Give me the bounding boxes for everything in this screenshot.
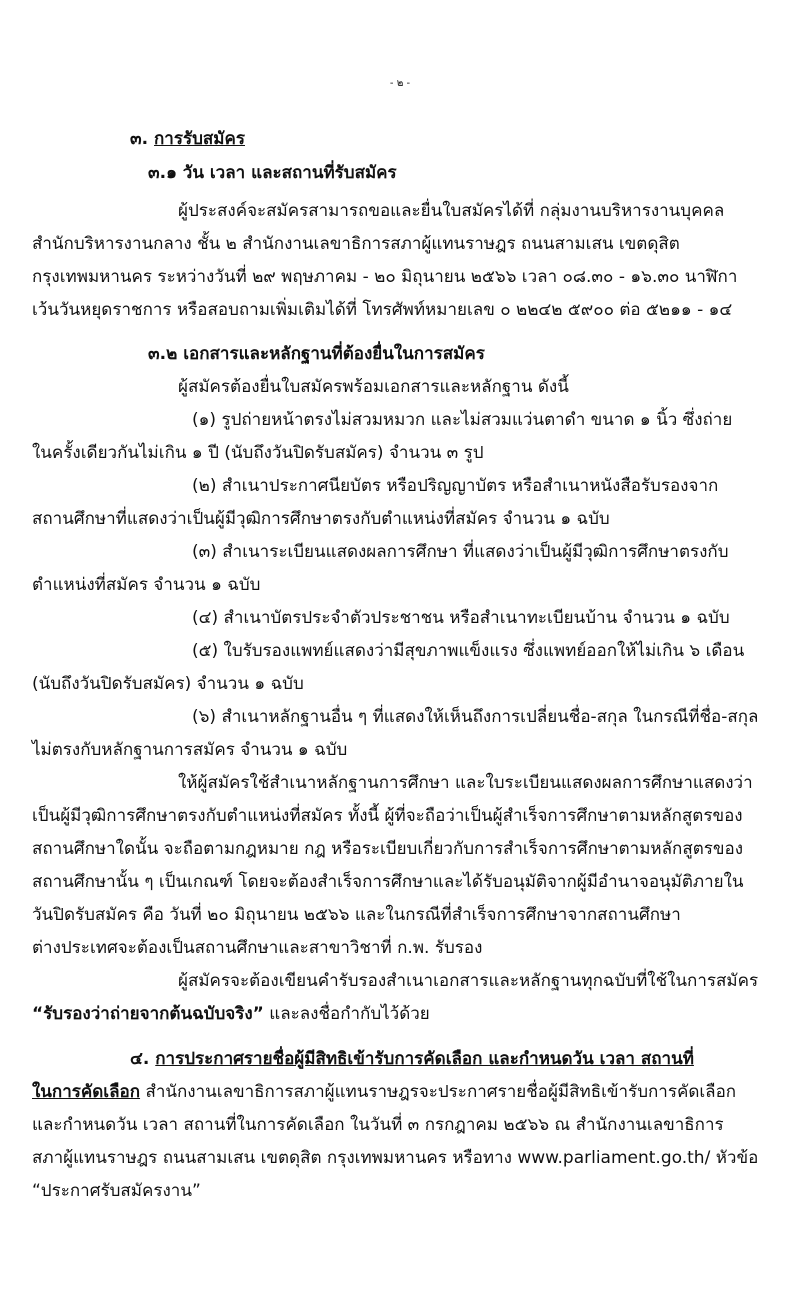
body-line: สถานศึกษานั้น ๆ เป็นเกณฑ์ โดยจะต้องสำเร็จการศึกษาและได้รับอนุมัติจากผู้มีอำนาจอนุมัติภายใน <box>32 872 744 892</box>
section-4-number: ๔. <box>130 1049 150 1069</box>
section-4-title: การประกาศรายชื่อผู้มีสิทธิเข้ารับการคัดเลือก และกำหนดวัน เวลา สถานที่ <box>155 1049 694 1069</box>
section-3-heading <box>130 128 245 150</box>
body-line: ผู้ประสงค์จะสมัครสามารถขอและยื่นใบสมัครได้ที่ กลุ่มงานบริหารงานบุคคล <box>178 201 725 221</box>
list-item-1: (๑) รูปถ่ายหน้าตรงไม่สวมหมวก และไม่สวมแว่นตาดำ ขนาด ๑ นิ้ว ซึ่งถ่าย <box>192 410 733 430</box>
certify-line <box>32 1003 430 1025</box>
section-3-number: ๓. <box>130 129 149 149</box>
section-3-2-heading: ๓.๒ เอกสารและหลักฐานที่ต้องยื่นในการสมัคร <box>148 344 485 364</box>
section-4-title-cont: ในการคัดเลือก <box>32 1082 141 1102</box>
body-line: ต่างประเทศจะต้องเป็นสถานศึกษาและสาขาวิชาที่ ก.พ. รับรอง <box>32 938 483 958</box>
section-3-1-heading: ๓.๑ วัน เวลา และสถานที่รับสมัคร <box>148 163 397 183</box>
list-item-4: (๔) สำเนาบัตรประจำตัวประชาชน หรือสำเนาทะเบียนบ้าน จำนวน ๑ ฉบับ <box>192 608 730 628</box>
certify-tail: และลงชื่อกำกับไว้ด้วย <box>263 1004 430 1024</box>
body-line: (นับถึงวันปิดรับสมัคร) จำนวน ๑ ฉบับ <box>32 674 304 694</box>
body-line: ในครั้งเดียวกันไม่เกิน ๑ ปี (นับถึงวันปิดรับสมัคร) จำนวน ๓ รูป <box>32 443 484 463</box>
body-line: สำนักบริหารงานกลาง ชั้น ๒ สำนักงานเลขาธิการสภาผู้แทนราษฎร ถนนสามเสน เขตดุสิต <box>32 234 680 254</box>
section-4-heading <box>130 1048 694 1070</box>
body-line: สถานศึกษาใดนั้น จะถือตามกฎหมาย กฎ หรือระเบียบเกี่ยวกับการสำเร็จการศึกษาตามหลักสูตรของ <box>32 839 744 859</box>
body-line: เว้นวันหยุดราชการ หรือสอบถามเพิ่มเติมได้ที่ โทรศัพท์หมายเลข ๐ ๒๒๔๒ ๕๙๐๐ ต่อ ๕๒๑๑ - ๑๔ <box>32 300 733 320</box>
list-item-2: (๒) สำเนาประกาศนียบัตร หรือปริญญาบัตร หรือสำเนาหนังสือรับรองจาก <box>192 476 719 496</box>
list-item-3: (๓) สำเนาระเบียนแสดงผลการศึกษา ที่แสดงว่าเป็นผู้มีวุฒิการศึกษาตรงกับ <box>192 542 729 562</box>
body-line: และกำหนดวัน เวลา สถานที่ในการคัดเลือก ในวันที่ ๓ กรกฎาคม ๒๕๖๖ ณ สำนักงานเลขาธิการ <box>32 1115 724 1135</box>
list-item-5: (๕) ใบรับรองแพทย์แสดงว่ามีสุขภาพแข็งแรง ซึ่งแพทย์ออกให้ไม่เกิน ๖ เดือน <box>192 641 745 661</box>
body-line: ให้ผู้สมัครใช้สำเนาหลักฐานการศึกษา และใบระเบียนแสดงผลการศึกษาแสดงว่า <box>178 773 753 793</box>
body-line: สถานศึกษาที่แสดงว่าเป็นผู้มีวุฒิการศึกษาตรงกับตำแหน่งที่สมัคร จำนวน ๑ ฉบับ <box>32 509 610 529</box>
section-3-title: การรับสมัคร <box>154 129 245 149</box>
body-line: ตำแหน่งที่สมัคร จำนวน ๑ ฉบับ <box>32 575 261 595</box>
body-line: สภาผู้แทนราษฎร ถนนสามเสน เขตดุสิต กรุงเทพมหานคร หรือทาง www.parliament.go.th/ หัวข้อ <box>32 1148 759 1168</box>
certify-quote: “รับรองว่าถ่ายจากต้นฉบับจริง” <box>32 1004 264 1024</box>
body-line: วันปิดรับสมัคร คือ วันที่ ๒๐ มิถุนายน ๒๕๖๖ และในกรณีที่สำเร็จการศึกษาจากสถานศึกษา <box>32 905 681 925</box>
page-number: - ๒ - <box>389 78 411 89</box>
body-line: ผู้สมัครต้องยื่นใบสมัครพร้อมเอกสารและหลักฐาน ดังนี้ <box>178 377 569 397</box>
body-line: กรุงเทพมหานคร ระหว่างวันที่ ๒๙ พฤษภาคม - ๒๐ มิถุนายน ๒๕๖๖ เวลา ๐๘.๓๐ - ๑๖.๓๐ นาฬิกา <box>32 267 738 287</box>
body-line: ผู้สมัครจะต้องเขียนคำรับรองสำเนาเอกสารและหลักฐานทุกฉบับที่ใช้ในการสมัคร <box>178 971 759 991</box>
section-4-line-tail: สำนักงานเลขาธิการสภาผู้แทนราษฎรจะประกาศรายชื่อผู้มีสิทธิเข้ารับการคัดเลือก <box>140 1082 737 1102</box>
list-item-6: (๖) สำเนาหลักฐานอื่น ๆ ที่แสดงให้เห็นถึงการเปลี่ยนชื่อ-สกุล ในกรณีที่ชื่อ-สกุล <box>192 707 759 727</box>
body-line: “ประกาศรับสมัครงาน” <box>32 1181 201 1201</box>
body-line: ไม่ตรงกับหลักฐานการสมัคร จำนวน ๑ ฉบับ <box>32 740 348 760</box>
body-line: เป็นผู้มีวุฒิการศึกษาตรงกับตำแหน่งที่สมัคร ทั้งนี้ ผู้ที่จะถือว่าเป็นผู้สำเร็จการศึกษาตามหลักสูตรของ <box>32 806 743 826</box>
section-4-line <box>32 1081 736 1103</box>
